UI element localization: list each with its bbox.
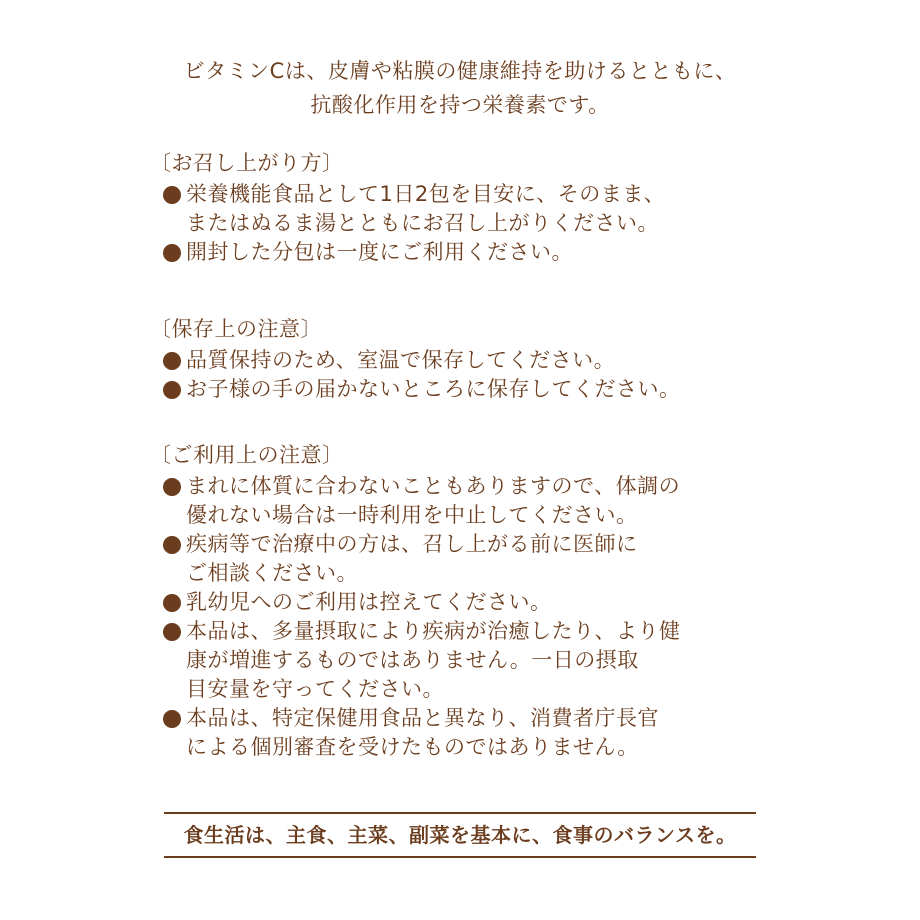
bullet-icon xyxy=(163,478,181,496)
bullet-icon xyxy=(163,623,181,641)
item-line: まれに体質に合わないこともありますので、体調の xyxy=(186,474,681,498)
intro-line-2: 抗酸化作用を持つ栄養素です。 xyxy=(310,93,610,117)
list-item xyxy=(150,530,790,588)
list-item xyxy=(150,472,790,530)
intro-text xyxy=(0,54,920,122)
bullet-icon xyxy=(163,244,181,262)
section-how-to-take xyxy=(150,146,790,267)
bullet-icon xyxy=(163,352,181,370)
section-usage-notes xyxy=(150,438,790,762)
section-heading: 〔ご利用上の注意〕 xyxy=(150,443,344,467)
item-line: 優れない場合は一時利用を中止してください。 xyxy=(186,503,638,527)
list-item xyxy=(150,588,790,617)
list-item xyxy=(150,704,790,762)
item-line: 品質保持のため、室温で保存してください。 xyxy=(186,348,616,372)
item-line: による個別審査を受けたものではありません。 xyxy=(186,735,639,759)
item-line: ご相談ください。 xyxy=(186,561,358,585)
item-line: 本品は、特定保健用食品と異なり、消費者庁長官 xyxy=(186,706,659,730)
list-item xyxy=(150,346,790,375)
item-line: 目安量を守ってください。 xyxy=(186,677,444,701)
bullet-icon xyxy=(163,594,181,612)
item-line: 康が増進するものではありません。一日の摂取 xyxy=(186,648,639,672)
item-line: 開封した分包は一度にご利用ください。 xyxy=(186,240,573,264)
bullet-icon xyxy=(163,186,181,204)
item-line: お子様の手の届かないところに保存してください。 xyxy=(186,377,681,401)
intro-line-1: ビタミンCは、皮膚や粘膜の健康維持を助けるとともに、 xyxy=(183,59,737,83)
item-line: またはぬるま湯とともにお召し上がりください。 xyxy=(186,211,659,235)
divider-bottom xyxy=(164,856,756,858)
section-storage-notes xyxy=(150,312,790,404)
list-item xyxy=(150,617,790,704)
item-line: 乳幼児へのご利用は控えてください。 xyxy=(186,590,552,614)
bullet-icon xyxy=(163,536,181,554)
bullet-icon xyxy=(163,381,181,399)
list-item xyxy=(150,180,790,238)
footer-slogan: 食生活は、主食、主菜、副菜を基本に、食事のバランスを。 xyxy=(183,823,737,847)
item-line: 栄養機能食品として1日2包を目安に、そのまま、 xyxy=(186,182,666,206)
section-heading: 〔保存上の注意〕 xyxy=(150,317,322,341)
section-heading: 〔お召し上がり方〕 xyxy=(150,151,344,175)
list-item xyxy=(150,238,790,267)
list-item xyxy=(150,375,790,404)
item-line: 疾病等で治療中の方は、召し上がる前に医師に xyxy=(186,532,638,556)
divider-top xyxy=(164,812,756,814)
item-line: 本品は、多量摂取により疾病が治癒したり、より健 xyxy=(186,619,681,643)
bullet-icon xyxy=(163,710,181,728)
